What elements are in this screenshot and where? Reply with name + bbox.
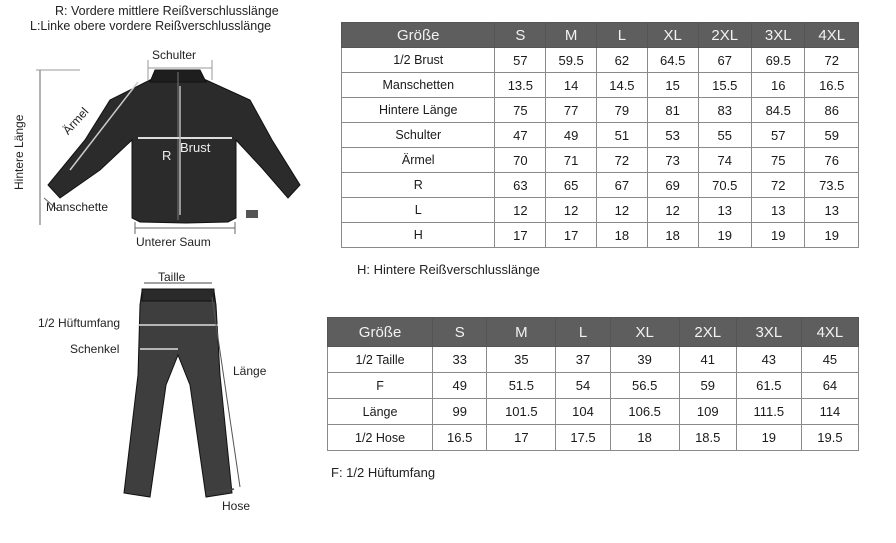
jacket-table-row-label: Schulter xyxy=(342,123,495,148)
jacket-table-row-label: H xyxy=(342,223,495,248)
pants-table-row xyxy=(328,373,859,399)
label-waist: Taille xyxy=(158,270,186,284)
pants-table-header-cell: XL xyxy=(610,318,679,347)
label-shoulder: Schulter xyxy=(152,48,197,62)
pants-table-header-cell: 4XL xyxy=(801,318,858,347)
jacket-table-cell: 72 xyxy=(752,173,805,198)
jacket-table-header-cell: 2XL xyxy=(698,23,751,48)
pants-table-row-label: F xyxy=(328,373,433,399)
jacket-table-cell: 67 xyxy=(597,173,648,198)
jacket-table-cell: 84.5 xyxy=(752,98,805,123)
pants-table-cell: 39 xyxy=(610,347,679,373)
label-hip: 1/2 Hüftumfang xyxy=(38,316,121,330)
jacket-table-cell: 75 xyxy=(495,98,546,123)
pants-table-cell: 101.5 xyxy=(487,399,556,425)
pants-table-cell: 37 xyxy=(556,347,610,373)
jacket-table-cell: 72 xyxy=(597,148,648,173)
jacket-table-cell: 49 xyxy=(546,123,597,148)
jacket-table-cell: 15.5 xyxy=(698,73,751,98)
jacket-table-cell: 86 xyxy=(805,98,859,123)
pants-table-cell: 51.5 xyxy=(487,373,556,399)
jacket-table-cell: 13 xyxy=(752,198,805,223)
jacket-table-header-cell: M xyxy=(546,23,597,48)
jacket-table-cell: 18 xyxy=(647,223,698,248)
pants-table-cell: 61.5 xyxy=(736,373,801,399)
pants-table-cell: 19 xyxy=(736,425,801,451)
label-back-length: Hintere Länge xyxy=(12,114,26,190)
pants-table-cell: 18.5 xyxy=(679,425,736,451)
label-chest: Brust xyxy=(180,140,211,155)
pants-table-cell: 43 xyxy=(736,347,801,373)
jacket-table-cell: 17 xyxy=(546,223,597,248)
pants-table-cell: 19.5 xyxy=(801,425,858,451)
jacket-table-cell: 51 xyxy=(597,123,648,148)
jacket-table-header-cell: 3XL xyxy=(752,23,805,48)
jacket-table-header xyxy=(342,23,859,48)
jacket-table-cell: 17 xyxy=(495,223,546,248)
jacket-table-cell: 70 xyxy=(495,148,546,173)
jacket-table-cell: 53 xyxy=(647,123,698,148)
jacket-table-cell: 55 xyxy=(698,123,751,148)
jacket-table-cell: 19 xyxy=(698,223,751,248)
pants-table-cell: 56.5 xyxy=(610,373,679,399)
label-sleeve: Ärmel xyxy=(60,104,92,138)
jacket-table-cell: 13 xyxy=(805,198,859,223)
pants-table-row xyxy=(328,399,859,425)
jacket-table-cell: 73 xyxy=(647,148,698,173)
pants-illustration xyxy=(0,265,300,530)
jacket-table-cell: 14 xyxy=(546,73,597,98)
jacket-table-cell: 75 xyxy=(752,148,805,173)
label-r: R xyxy=(162,148,172,163)
pants-table-cell: 18 xyxy=(610,425,679,451)
jacket-table-cell: 69.5 xyxy=(752,48,805,73)
jacket-table-cell: 19 xyxy=(752,223,805,248)
pants-table-cell: 54 xyxy=(556,373,610,399)
jacket-table-row xyxy=(342,98,859,123)
pants-table-cell: 35 xyxy=(487,347,556,373)
jacket-table-cell: 79 xyxy=(597,98,648,123)
jacket-table-cell: 63 xyxy=(495,173,546,198)
jacket-table-row xyxy=(342,148,859,173)
jacket-table-row-label: R xyxy=(342,173,495,198)
jacket-table-cell: 62 xyxy=(597,48,648,73)
jacket-table-cell: 13 xyxy=(698,198,751,223)
caption-l: L:Linke obere vordere Reißverschlusslänge xyxy=(30,19,272,33)
pants-table-cell: 49 xyxy=(433,373,487,399)
jacket-illustration xyxy=(0,0,330,260)
jacket-table-cell: 70.5 xyxy=(698,173,751,198)
pants-table-cell: 59 xyxy=(679,373,736,399)
pants-table-cell: 17 xyxy=(487,425,556,451)
jacket-table-cell: 18 xyxy=(597,223,648,248)
jacket-table-cell: 57 xyxy=(752,123,805,148)
pants-table-row xyxy=(328,347,859,373)
pants-table-cell: 16.5 xyxy=(433,425,487,451)
label-cuff: Manschette xyxy=(46,200,109,214)
pants-table-header-cell: S xyxy=(433,318,487,347)
jacket-table-cell: 74 xyxy=(698,148,751,173)
jacket-table-cell: 83 xyxy=(698,98,751,123)
pants-size-table xyxy=(327,317,859,451)
pants-table-header-cell: M xyxy=(487,318,556,347)
jacket-table-row xyxy=(342,223,859,248)
jacket-table-cell: 12 xyxy=(495,198,546,223)
label-hose: Hose xyxy=(222,499,251,513)
jacket-table-cell: 71 xyxy=(546,148,597,173)
jacket-table-row xyxy=(342,73,859,98)
jacket-table-row xyxy=(342,173,859,198)
jacket-table-cell: 12 xyxy=(546,198,597,223)
pants-table-cell: 33 xyxy=(433,347,487,373)
pants-table-header xyxy=(328,318,859,347)
jacket-table-cell: 47 xyxy=(495,123,546,148)
pants-table-cell: 17.5 xyxy=(556,425,610,451)
caption-r: R: Vordere mittlere Reißverschlusslänge xyxy=(55,4,279,18)
jacket-table-cell: 59 xyxy=(805,123,859,148)
jacket-table-row-label: 1/2 Brust xyxy=(342,48,495,73)
pants-table-header-cell: 2XL xyxy=(679,318,736,347)
pants-table-cell: 114 xyxy=(801,399,858,425)
jacket-table-cell: 59.5 xyxy=(546,48,597,73)
jacket-table-cell: 65 xyxy=(546,173,597,198)
jacket-table-header-cell: XL xyxy=(647,23,698,48)
pants-table-header-cell: Größe xyxy=(328,318,433,347)
pants-footnote: F: 1/2 Hüftumfang xyxy=(331,465,436,480)
jacket-table-cell: 12 xyxy=(597,198,648,223)
jacket-table-cell: 15 xyxy=(647,73,698,98)
pants-table-header-cell: 3XL xyxy=(736,318,801,347)
jacket-table-cell: 13.5 xyxy=(495,73,546,98)
pants-table-cell: 41 xyxy=(679,347,736,373)
jacket-table-cell: 81 xyxy=(647,98,698,123)
jacket-table-header-cell: 4XL xyxy=(805,23,859,48)
jacket-table-cell: 16.5 xyxy=(805,73,859,98)
jacket-table-header-cell: S xyxy=(495,23,546,48)
pants-table-cell: 45 xyxy=(801,347,858,373)
pants-table-cell: 109 xyxy=(679,399,736,425)
jacket-table-cell: 57 xyxy=(495,48,546,73)
pants-table-row-label: Länge xyxy=(328,399,433,425)
jacket-table-cell: 73.5 xyxy=(805,173,859,198)
jacket-table-row-label: Ärmel xyxy=(342,148,495,173)
jacket-table-cell: 77 xyxy=(546,98,597,123)
pants-table-header-cell: L xyxy=(556,318,610,347)
jacket-table-cell: 16 xyxy=(752,73,805,98)
jacket-table-header-cell: Größe xyxy=(342,23,495,48)
jacket-table-cell: 19 xyxy=(805,223,859,248)
label-thigh: Schenkel xyxy=(70,342,120,356)
pants-table-cell: 64 xyxy=(801,373,858,399)
jacket-table-cell: 14.5 xyxy=(597,73,648,98)
jacket-table-cell: 72 xyxy=(805,48,859,73)
jacket-table-cell: 76 xyxy=(805,148,859,173)
pants-table-row-label: 1/2 Hose xyxy=(328,425,433,451)
jacket-table-cell: 12 xyxy=(647,198,698,223)
pants-table-row xyxy=(328,425,859,451)
jacket-table-row xyxy=(342,123,859,148)
jacket-table-row xyxy=(342,198,859,223)
pants-table-cell: 106.5 xyxy=(610,399,679,425)
jacket-table-cell: 64.5 xyxy=(647,48,698,73)
jacket-table-row xyxy=(342,48,859,73)
jacket-table-cell: 69 xyxy=(647,173,698,198)
jacket-table-cell: 67 xyxy=(698,48,751,73)
label-hem: Unterer Saum xyxy=(136,235,211,249)
pants-table-cell: 111.5 xyxy=(736,399,801,425)
pants-table-cell: 99 xyxy=(433,399,487,425)
pants-table-row-label: 1/2 Taille xyxy=(328,347,433,373)
jacket-size-table xyxy=(341,22,859,248)
label-length: Länge xyxy=(233,364,267,378)
jacket-table-row-label: Hintere Länge xyxy=(342,98,495,123)
jacket-table-row-label: L xyxy=(342,198,495,223)
jacket-footnote: H: Hintere Reißverschlusslänge xyxy=(357,262,540,277)
pants-table-cell: 104 xyxy=(556,399,610,425)
jacket-table-header-cell: L xyxy=(597,23,648,48)
jacket-table-row-label: Manschetten xyxy=(342,73,495,98)
